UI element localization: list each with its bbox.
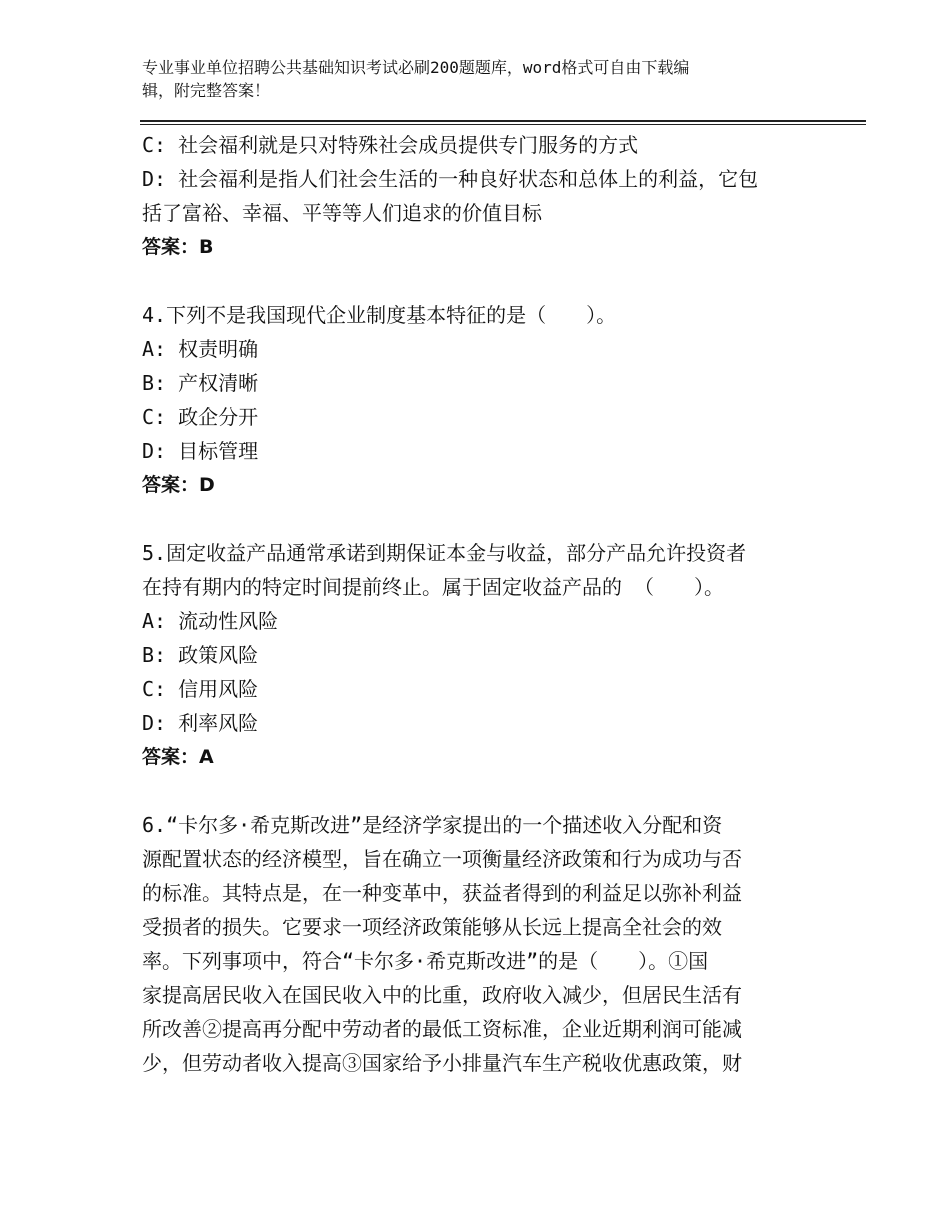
- question-4-block: [142, 298, 812, 502]
- question-6-block: [142, 808, 812, 1080]
- question-stem-continued: 受损者的损失。它要求一项经济政策能够从长远上提高全社会的效: [142, 915, 722, 939]
- option-b: B: 政策风险: [142, 643, 259, 667]
- answer-label: 答案：D: [142, 474, 215, 496]
- spacer: [142, 264, 812, 298]
- option-d: D: 利率风险: [142, 711, 259, 735]
- question-stem-continued: 的标准。其特点是，在一种变革中，获益者得到的利益足以弥补利益: [142, 881, 742, 905]
- option-a: A: 流动性风险: [142, 609, 279, 633]
- question-stem: 6.“卡尔多·希克斯改进”是经济学家提出的一个描述收入分配和资: [142, 813, 723, 837]
- option-b: B: 产权清晰: [142, 371, 259, 395]
- header-divider-thick: [140, 120, 866, 122]
- spacer: [142, 774, 812, 808]
- header-divider-thin: [140, 124, 866, 125]
- question-stem-continued: 源配置状态的经济模型，旨在确立一项衡量经济政策和行为成功与否: [142, 847, 742, 871]
- page-header: [142, 56, 792, 102]
- option-d: D: 社会福利是指人们社会生活的一种良好状态和总体上的利益，它包: [142, 167, 759, 191]
- question-stem-continued: 率。下列事项中，符合“卡尔多·希克斯改进”的是（ ）。①国: [142, 949, 709, 973]
- option-d-continued: 括了富裕、幸福、平等等人们追求的价值目标: [142, 201, 542, 225]
- header-line: 辑，附完整答案！: [142, 81, 271, 100]
- option-c: C: 信用风险: [142, 677, 259, 701]
- question-5-block: [142, 536, 812, 774]
- answer-label: 答案：A: [142, 746, 214, 768]
- spacer: [142, 502, 812, 536]
- question-stem-continued: 家提高居民收入在国民收入中的比重，政府收入减少，但居民生活有: [142, 983, 742, 1007]
- question-stem-continued: 少，但劳动者收入提高③国家给予小排量汽车生产税收优惠政策，财: [142, 1051, 742, 1075]
- question-stem: 5.固定收益产品通常承诺到期保证本金与收益，部分产品允许投资者: [142, 541, 747, 565]
- question-stem-continued: 在持有期内的特定时间提前终止。属于固定收益产品的 （ ）。: [142, 575, 725, 599]
- question-stem-continued: 所改善②提高再分配中劳动者的最低工资标准，企业近期利润可能减: [142, 1017, 742, 1041]
- answer-label: 答案：B: [142, 236, 214, 258]
- header-line: 专业事业单位招聘公共基础知识考试必刷200题题库，word格式可自由下载编: [142, 58, 690, 77]
- option-c: C: 社会福利就是只对特殊社会成员提供专门服务的方式: [142, 133, 639, 157]
- document-body: [142, 128, 812, 1080]
- question-stem: 4.下列不是我国现代企业制度基本特征的是（ ）。: [142, 303, 617, 327]
- option-a: A: 权责明确: [142, 337, 259, 361]
- option-c: C: 政企分开: [142, 405, 259, 429]
- prev-question-block: [142, 128, 812, 264]
- option-d: D: 目标管理: [142, 439, 259, 463]
